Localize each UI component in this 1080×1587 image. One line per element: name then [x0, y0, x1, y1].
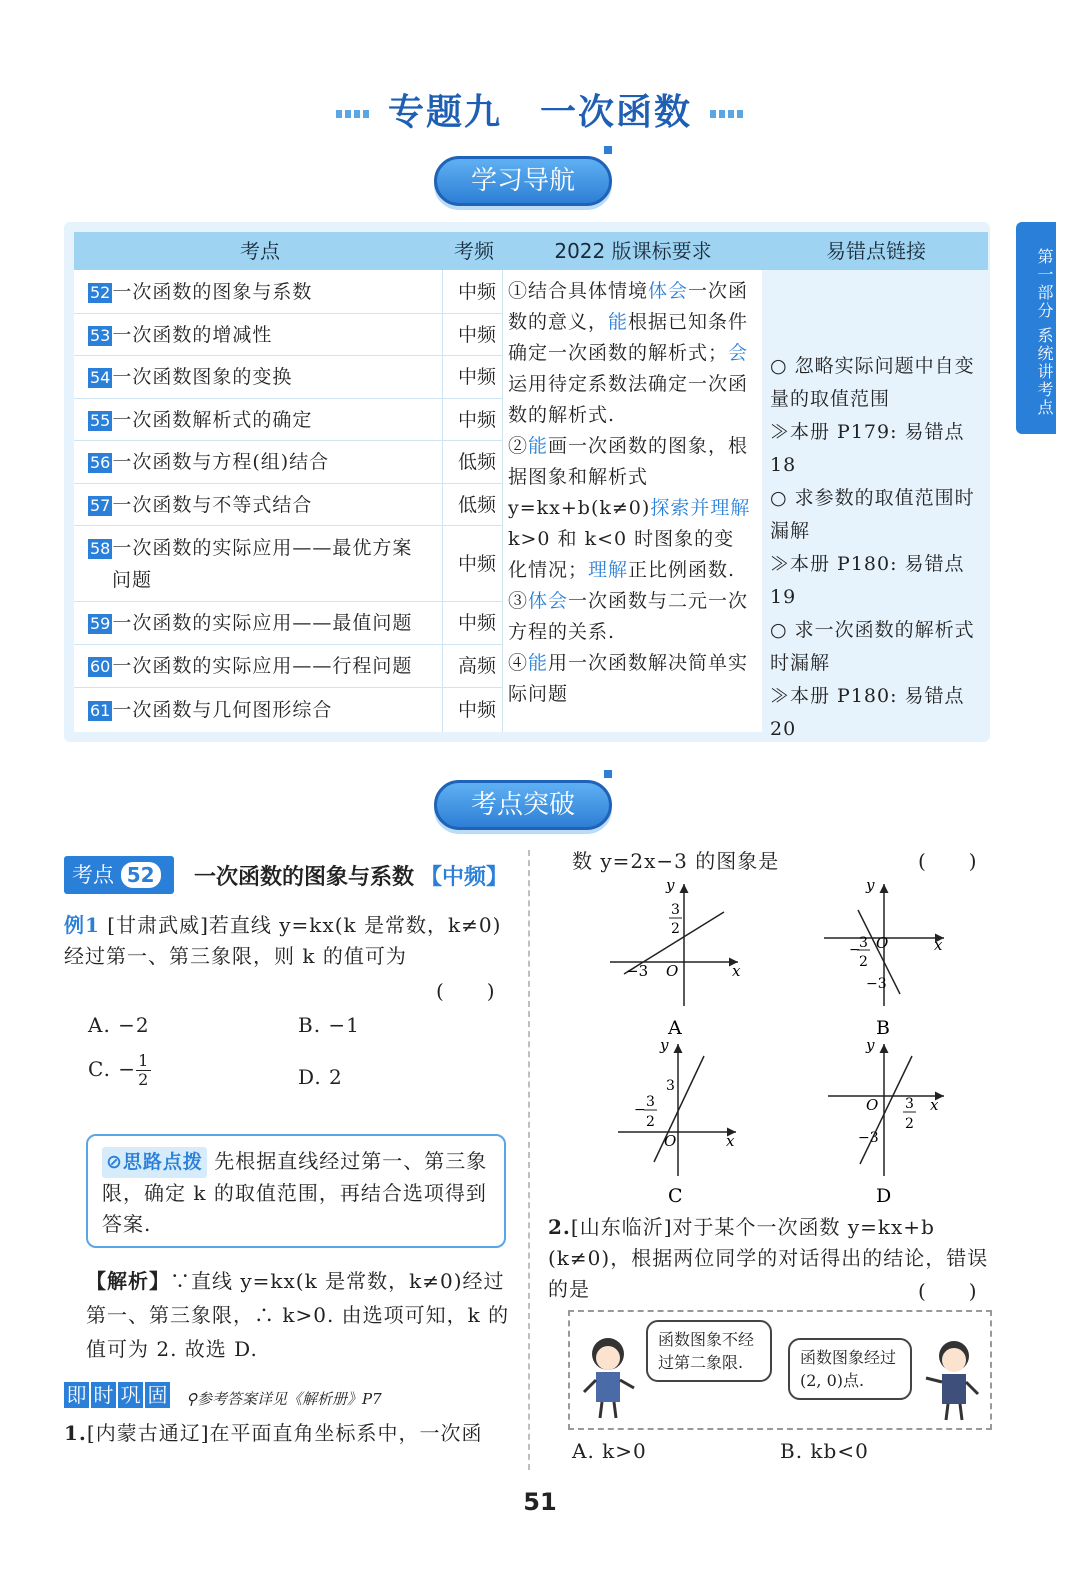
- req-text: 一次函数与二元一次方程的关系.: [508, 590, 749, 643]
- kaodian-frequency: 【中频】: [420, 865, 509, 890]
- fraction-numerator: 1: [138, 1051, 150, 1070]
- row-number: 55: [90, 411, 111, 430]
- tick-label: 3: [646, 1094, 655, 1110]
- graph-options: [560, 870, 1000, 1210]
- req-text: 用一次函数解决简单实际问题: [508, 652, 749, 705]
- speech-bubble-boy: 函数图象经过(2, 0)点.: [788, 1338, 912, 1400]
- quick-char: 即: [64, 1382, 89, 1408]
- example-1: [64, 910, 510, 972]
- tick-label: 3: [905, 1096, 914, 1112]
- error-links-cell: [770, 350, 988, 746]
- solution-text: ∵直线 y=kx(k 是常数，k≠0)经过第一、第三象限，∴ k>0. 由选项可知，k 的值可为 2. 故选 D.: [86, 1269, 510, 1361]
- page-title: [0, 84, 1080, 135]
- row-label: 一次函数与方程(组)结合: [112, 451, 330, 473]
- page-number: 51: [523, 1488, 557, 1516]
- req-text: 正比例函数.: [628, 559, 736, 581]
- graph-label-a: A: [668, 1017, 682, 1039]
- option-b: B. kb<0: [780, 1439, 869, 1463]
- kaodian-heading-text: 一次函数的图象与系数: [194, 865, 415, 890]
- answer-reference[interactable]: [186, 1388, 382, 1409]
- req-verb: 能: [528, 435, 549, 457]
- row-label: 一次函数的实际应用——最优方案: [112, 537, 413, 559]
- origin-label: O: [866, 1096, 879, 1114]
- title-text: 专题九 一次函数: [387, 92, 692, 133]
- link-icon: ⚲: [186, 1390, 197, 1408]
- side-tab-label: 第一部分 系统讲考点: [1035, 248, 1054, 418]
- row-number: 57: [90, 496, 111, 515]
- table-row: [74, 526, 502, 602]
- tick-label: −: [849, 942, 861, 958]
- req-verb: 会: [728, 342, 749, 364]
- tick-label: 3: [666, 1078, 675, 1094]
- graph-label-c: C: [668, 1185, 683, 1207]
- row-freq: 低频: [457, 451, 496, 473]
- req-prefix: ①结合具体情境: [508, 280, 649, 302]
- speech-bubble-girl: 函数图象不经过第二象限.: [646, 1320, 772, 1382]
- table-row: [74, 272, 502, 314]
- student-boy-icon: [922, 1334, 984, 1424]
- quick-review-tag: [64, 1382, 172, 1408]
- option-c-prefix: C. −: [88, 1057, 137, 1081]
- tick-label: 3: [671, 902, 680, 918]
- graph-label-d: D: [876, 1185, 892, 1207]
- example-label: 例1: [64, 913, 100, 937]
- tick-label: −3: [858, 1130, 879, 1146]
- tick-label: 2: [671, 921, 680, 937]
- header-errors: 易错点链接: [826, 239, 926, 263]
- req-prefix: ②: [508, 435, 529, 457]
- option-c: [88, 1052, 151, 1089]
- req-prefix: ④: [508, 652, 529, 674]
- question-1-start: [64, 1418, 483, 1449]
- question-number: 1.: [64, 1421, 87, 1445]
- fraction: [136, 1052, 151, 1089]
- row-number: 52: [90, 283, 111, 302]
- nav-title-text: 学习导航: [470, 166, 575, 196]
- solution: [86, 1264, 510, 1366]
- axis-label: y: [660, 1036, 669, 1054]
- graph-label-b: B: [876, 1017, 890, 1039]
- example-text: [甘肃武威]若直线 y=kx(k 是常数，k≠0)经过第一、第三象限，则 k 的值可为: [64, 913, 502, 968]
- row-label: 一次函数的图象与系数: [112, 281, 313, 303]
- header-freq: 考频: [454, 239, 494, 263]
- req-text: 根据已知条件确定一次函数的解析式；: [508, 311, 749, 364]
- req-verb: 探索并理解: [650, 497, 751, 519]
- answer-reference-text: 参考答案详见《解析册》P7: [197, 1390, 382, 1408]
- kaodian-tag-text: 考点: [72, 863, 114, 887]
- req-text: 运用待定系数法确定一次函数的解析式.: [508, 373, 749, 426]
- row-number: 54: [90, 368, 111, 387]
- graph-d[interactable]: [828, 1036, 944, 1176]
- kaodian-tag-number: 52: [121, 862, 161, 888]
- pill-decoration: [604, 770, 612, 778]
- option-b: B. −1: [298, 1013, 360, 1037]
- answer-paren[interactable]: ( ): [436, 979, 496, 1003]
- req-text: 画一次函数的图象，根据图象和解析式 y=kx+b(k≠0): [508, 435, 749, 519]
- question-number: 2.: [548, 1215, 571, 1239]
- origin-label: O: [876, 934, 889, 952]
- row-number: 53: [90, 326, 111, 345]
- row-freq: 低频: [457, 494, 496, 516]
- table-row: [74, 484, 502, 526]
- breakthrough-pill: [434, 780, 612, 830]
- axis-label: y: [866, 1036, 875, 1054]
- table-row: [74, 441, 502, 484]
- axis-label: y: [866, 876, 875, 894]
- requirements-cell: [508, 276, 754, 710]
- tick-label: 2: [859, 954, 868, 970]
- req-verb: 体会: [528, 590, 569, 612]
- origin-label: O: [664, 1132, 677, 1150]
- hint-badge: ⊘思路点拨: [102, 1147, 207, 1178]
- row-number: 61: [90, 701, 111, 720]
- tick-label: −3: [626, 962, 649, 980]
- axis-label: y: [666, 876, 675, 894]
- header-kaodian: 考点: [240, 239, 280, 263]
- title-decoration-right: [710, 110, 744, 118]
- req-verb: 体会: [648, 280, 689, 302]
- error-link[interactable]: ≫本册 P180: 易错点 19: [770, 553, 965, 608]
- fraction-denominator: 2: [138, 1070, 150, 1089]
- hint-box: [86, 1134, 506, 1248]
- dialog-box: [568, 1310, 992, 1430]
- axis-label: x: [934, 936, 943, 954]
- error-item: ○ 忽略实际问题中自变量的取值范围: [770, 355, 975, 410]
- row-freq: 中频: [457, 553, 496, 575]
- req-verb: 能: [528, 652, 549, 674]
- tick-label: 3: [859, 935, 868, 951]
- tick-label: 2: [905, 1116, 914, 1132]
- option-a: A. −2: [88, 1013, 150, 1037]
- pill-decoration: [604, 146, 612, 154]
- quick-char: 时: [91, 1382, 116, 1408]
- nav-title-pill: [434, 156, 612, 206]
- row-freq: 中频: [457, 324, 496, 346]
- question-1-continued: 数 y=2x−3 的图象是: [572, 849, 780, 873]
- row-freq: 中频: [457, 699, 496, 721]
- row-label: 一次函数的实际应用——行程问题: [112, 655, 413, 677]
- axis-label: x: [930, 1096, 939, 1114]
- req-verb: 理解: [588, 559, 629, 581]
- row-freq: 中频: [457, 281, 496, 303]
- req-prefix: ③: [508, 590, 529, 612]
- axis-label: x: [732, 962, 741, 980]
- table-row: [74, 645, 502, 688]
- guide-table-header: [74, 232, 988, 270]
- graph-a[interactable]: [610, 876, 741, 1006]
- req-text: 一次函数的意义，: [508, 280, 749, 333]
- row-label: 一次函数解析式的确定: [112, 409, 313, 431]
- hint-text: 先根据直线经过第一、第三象限，确定 k 的取值范围，再结合选项得到答案.: [102, 1149, 488, 1236]
- table-row: [74, 688, 502, 732]
- quick-char: 巩: [118, 1382, 143, 1408]
- row-label: 一次函数与不等式结合: [112, 494, 313, 516]
- error-link[interactable]: ≫本册 P180: 易错点 20: [770, 685, 965, 740]
- side-tab[interactable]: [1016, 222, 1056, 434]
- graph-c[interactable]: [618, 1036, 736, 1176]
- tick-label: −: [634, 1102, 646, 1118]
- quick-char: 固: [145, 1382, 170, 1408]
- table-row: [74, 356, 502, 399]
- question-2-text: [山东临沂]对于某个一次函数 y=kx+b (k≠0)，根据两位同学的对话得出的结论，错误的是: [548, 1215, 989, 1301]
- error-item: ○ 求参数的取值范围时漏解: [770, 487, 975, 542]
- error-item: ○ 求一次函数的解析式时漏解: [770, 619, 975, 674]
- col-divider: [502, 270, 503, 732]
- breakthrough-title-text: 考点突破: [470, 790, 575, 820]
- option-a: A. k>0: [572, 1439, 647, 1463]
- origin-label: O: [666, 962, 679, 980]
- req-text: k>0 和 k<0 时图象的变化情况；: [508, 528, 735, 581]
- table-row: [74, 602, 502, 645]
- title-decoration-left: [336, 110, 370, 118]
- error-link[interactable]: ≫本册 P179: 易错点 18: [770, 421, 965, 476]
- graph-b[interactable]: [824, 876, 944, 1006]
- kaodian-heading: [194, 860, 508, 891]
- header-requirements: 2022 版课标要求: [554, 239, 712, 263]
- answer-paren[interactable]: ( ): [918, 1279, 978, 1303]
- row-freq: 中频: [457, 366, 496, 388]
- row-label: 一次函数与几何图形综合: [112, 699, 333, 721]
- row-label: 一次函数的增减性: [112, 324, 273, 346]
- row-number: 56: [90, 453, 111, 472]
- kaodian-tag: [64, 856, 174, 894]
- row-label: 一次函数图象的变换: [112, 366, 293, 388]
- answer-paren[interactable]: ( ): [918, 849, 978, 873]
- column-divider: [528, 850, 530, 1470]
- table-row: [74, 314, 502, 356]
- row-label: 一次函数的实际应用——最值问题: [112, 612, 413, 634]
- row-freq: 中频: [457, 612, 496, 634]
- axis-label: x: [726, 1132, 735, 1150]
- req-verb: 能: [608, 311, 629, 333]
- row-label-continued: 问题: [112, 569, 153, 591]
- table-row: [74, 399, 502, 441]
- row-number: 60: [90, 657, 111, 676]
- solution-label: 【解析】: [86, 1269, 170, 1293]
- row-freq: 中频: [457, 409, 496, 431]
- option-d: D. 2: [298, 1065, 343, 1089]
- tick-label: 2: [646, 1114, 655, 1130]
- student-girl-icon: [578, 1332, 640, 1422]
- question-1-text: [内蒙古通辽]在平面直角坐标系中，一次函: [86, 1421, 483, 1445]
- row-number: 59: [90, 614, 111, 633]
- row-number: 58: [90, 539, 111, 558]
- row-freq: 高频: [457, 655, 496, 677]
- tick-label: −3: [866, 976, 887, 992]
